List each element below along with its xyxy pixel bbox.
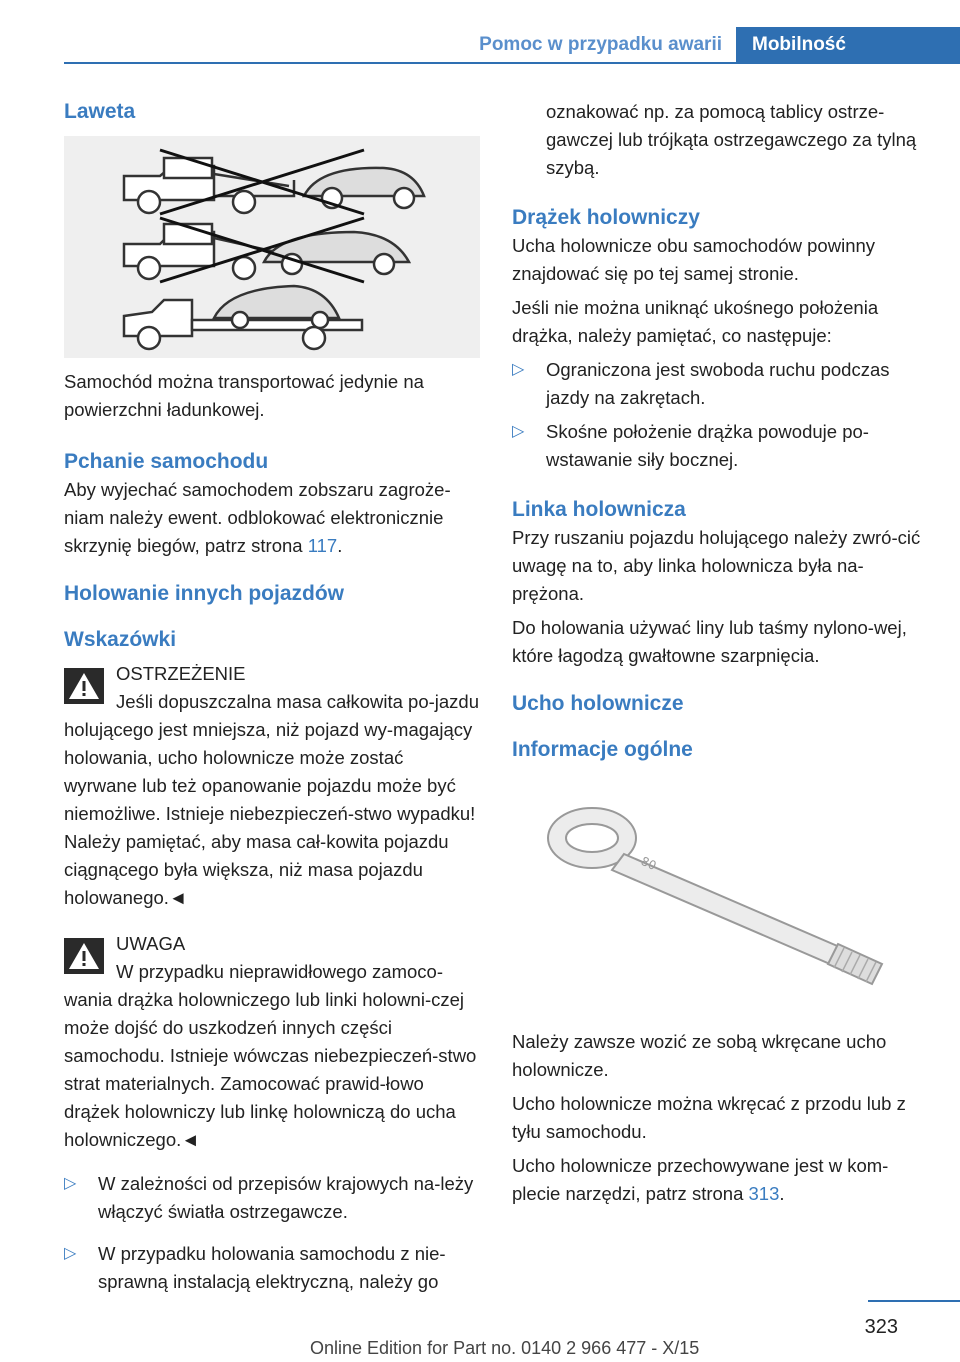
tow-truck-illustration [64, 136, 480, 358]
wskazowki-heading: Wskazówki [64, 628, 177, 651]
warning-1-text: Jeśli dopuszczalna masa całkowita po-jazdu holującego jest mniejsza, niż pojazd wy-magający holowania, ucho holownicze może zostać wyrwane lub też opanowanie pojazdu może być niemożliwe. Istnieje niebezpieczeń-stwo wypadku! Należy pamiętać, aby masa cał-kowita pojazdu ciągnącego była większa, niż masa pojazdu holowanego.◄ [64, 691, 479, 908]
list-item: ▷ Skośne położenie drążka powoduje po-wstawanie siły bocznej. [512, 418, 928, 474]
page-link-117[interactable]: 117 [307, 535, 338, 556]
towing-eye-illustration [512, 778, 928, 1008]
ucho-paragraph-1: Należy zawsze wozić ze sobą wkręcane ucho holownicze. [512, 1031, 887, 1080]
warning-1-title: OSTRZEŻENIE [116, 663, 246, 684]
drazek-heading: Drążek holowniczy [512, 206, 700, 229]
ucho-paragraph-2: Ucho holownicze można wkręcać z przodu lub z tyłu samochodu. [512, 1093, 906, 1142]
list-item: ▷ Ograniczona jest swoboda ruchu podczas jazdy na zakrętach. [512, 356, 928, 412]
warning-block-1 [64, 660, 480, 912]
warning-block-2 [64, 930, 480, 1154]
bullet-triangle-icon: ▷ [512, 361, 525, 378]
laweta-heading: Laweta [64, 100, 136, 123]
continued-text: oznakować np. za pomocą tablicy ostrze-gawczej lub trójkąta ostrzegawczego za tylną szybą. [546, 101, 917, 178]
warning-triangle-icon [64, 938, 104, 974]
pchanie-heading: Pchanie samochodu [64, 450, 269, 473]
bullet-triangle-icon: ▷ [64, 1175, 77, 1192]
tow-truck-drawing [64, 136, 480, 358]
warning-triangle-icon [64, 668, 104, 704]
towing-bullet-list [64, 1170, 480, 1296]
bullet-triangle-icon: ▷ [512, 423, 525, 440]
linka-paragraph-2: Do holowania używać liny lub taśmy nylono-wej, które łagodzą gwałtowne szarpnięcia. [512, 617, 907, 666]
left-column [64, 98, 480, 1296]
header-rule [64, 62, 960, 64]
pchanie-end: . [337, 535, 343, 556]
drazek-bullet-list [512, 356, 928, 474]
pchanie-text: Aby wyjechać samochodem zobszaru zagroże-niam należy ewent. odblokować elektronicznie skrzynię biegów, patrz strona [64, 479, 451, 556]
page-number: 323 [864, 1316, 898, 1338]
footer-rule [868, 1300, 960, 1302]
laweta-text: Samochód można transportować jedynie na powierzchni ładunkowej. [64, 371, 424, 420]
warning-2-text: W przypadku nieprawidłowego zamoco-wania drążka holowniczego lub linki holowni-czej może dojść do uszkodzeń innych części samochodu. Istnieje wówczas niebezpieczeń-stwo strat materialnych. Zamocować prawid-łowo drążek holowniczy lub linkę holowniczą do ucha holowniczego.◄ [64, 961, 477, 1150]
drazek-paragraph-1: Ucha holownicze obu samochodów powinny znajdować się po tej samej stronie. [512, 235, 876, 284]
running-header-chapter: Mobilność [736, 27, 960, 62]
towing-eye-drawing [512, 778, 928, 1008]
page-link-313[interactable]: 313 [748, 1183, 780, 1204]
linka-heading: Linka holownicza [512, 498, 686, 521]
list-item: ▷ W przypadku holowania samochodu z nie-sprawną instalacją elektryczną, należy go [64, 1240, 480, 1296]
eye-stamp: 80 [638, 853, 659, 873]
list-item: ▷ W zależności od przepisów krajowych na-leży włączyć światła ostrzegawcze. [64, 1170, 480, 1226]
right-column [512, 98, 928, 1208]
warning-2-title: UWAGA [116, 933, 186, 954]
bullet-triangle-icon: ▷ [64, 1245, 77, 1262]
pchanie-paragraph [64, 476, 480, 560]
linka-paragraph-1: Przy ruszaniu pojazdu holującego należy zwró-cić uwagę na to, aby linka holownicza była na-prężona. [512, 527, 921, 604]
informacje-heading: Informacje ogólne [512, 738, 693, 761]
ucho-heading: Ucho holownicze [512, 692, 684, 715]
running-header-section: Pomoc w przypadku awarii [479, 33, 722, 55]
edition-note: Online Edition for Part no. 0140 2 966 477 - X/15 [310, 1338, 700, 1358]
drazek-paragraph-2: Jeśli nie można uniknąć ukośnego położenia drążka, należy pamiętać, co następuje: [512, 297, 879, 346]
ucho-paragraph-3: Ucho holownicze przechowywane jest w kom-plecie narzędzi, patrz strona 313. [512, 1155, 889, 1204]
holowanie-heading: Holowanie innych pojazdów [64, 582, 345, 605]
